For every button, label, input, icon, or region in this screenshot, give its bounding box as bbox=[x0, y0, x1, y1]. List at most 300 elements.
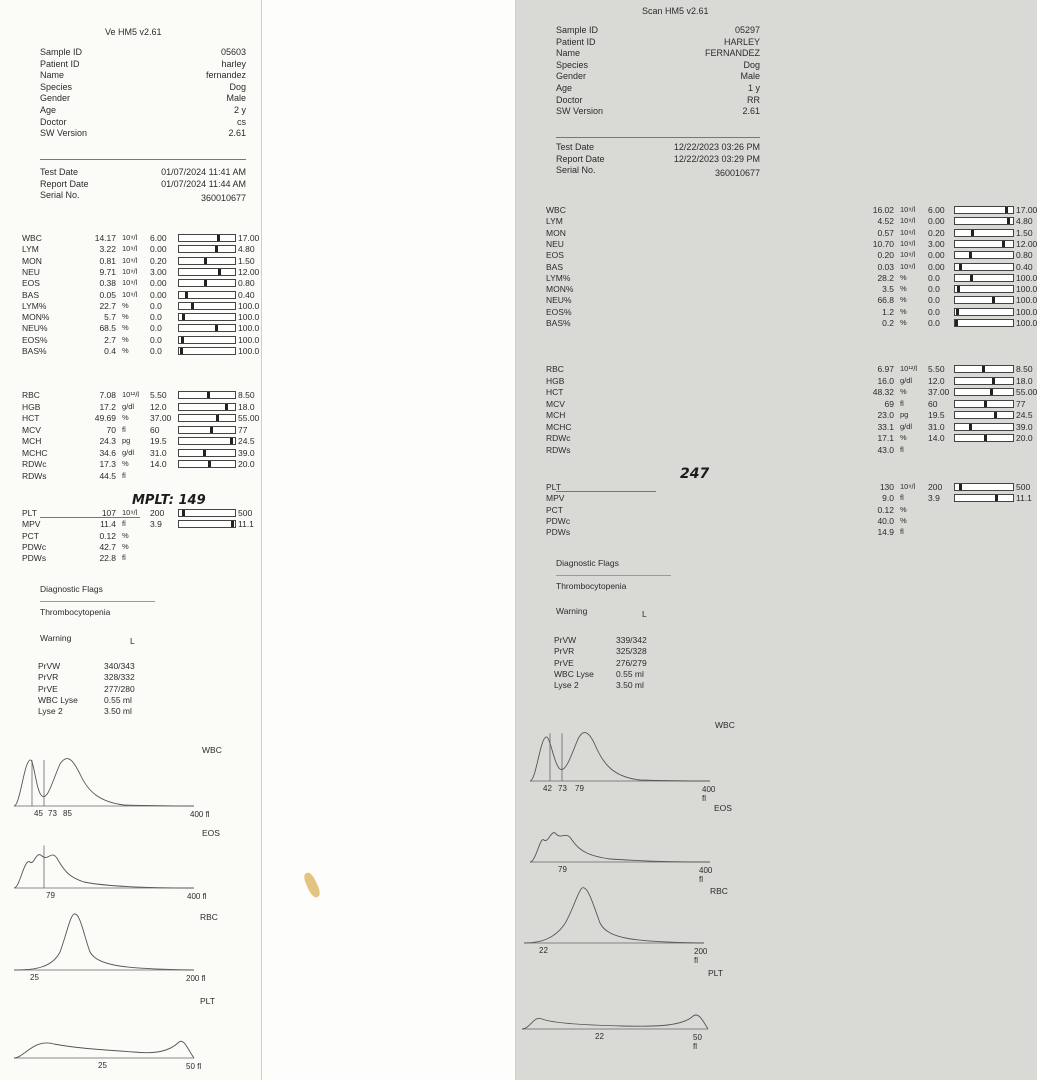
histogram-curve bbox=[14, 1041, 194, 1058]
analyte-value: 69 bbox=[884, 398, 894, 409]
analyte-value: 11.4 bbox=[100, 519, 116, 530]
range-marker bbox=[994, 412, 997, 418]
histogram-tick: 25 bbox=[30, 973, 39, 982]
histogram-curve bbox=[524, 888, 704, 943]
range-bar bbox=[954, 377, 1014, 385]
range-marker bbox=[185, 292, 188, 298]
wbc_rows-row bbox=[22, 233, 258, 245]
analyte-value: 0.12 bbox=[877, 504, 894, 515]
range-high: 77 bbox=[238, 424, 248, 435]
wbc_rows-row bbox=[22, 346, 258, 358]
plt-histogram bbox=[522, 975, 708, 1029]
diagnostic-flags-title: Diagnostic Flags bbox=[556, 558, 619, 568]
extra-value: 325/328 bbox=[616, 646, 647, 657]
analyte-label: BAS bbox=[22, 289, 40, 300]
rbc_rows-row bbox=[22, 448, 258, 460]
range-low: 19.5 bbox=[150, 436, 167, 446]
range-bar bbox=[954, 319, 1014, 327]
wbc_rows-row bbox=[22, 267, 258, 279]
range-bar bbox=[178, 347, 236, 355]
analyte-unit: 10⁹/l bbox=[122, 233, 138, 242]
range-marker bbox=[1002, 241, 1005, 247]
handwritten-note: MPLT: 149 bbox=[132, 493, 206, 508]
info-label: Doctor bbox=[556, 94, 583, 105]
range-low: 200 bbox=[150, 508, 165, 518]
analyte-value: 24.3 bbox=[99, 436, 116, 446]
analyte-value: 6.97 bbox=[877, 364, 894, 374]
info-label: Species bbox=[40, 81, 73, 92]
analyte-label: MCH bbox=[546, 410, 566, 420]
extra-label: WBC Lyse bbox=[38, 694, 78, 705]
histogram-end-label: 200 fl bbox=[186, 974, 206, 983]
diagnostic-flags-title: Diagnostic Flags bbox=[40, 584, 103, 594]
eos-histogram-title: EOS bbox=[202, 828, 220, 838]
eos-histogram bbox=[14, 838, 194, 888]
range-high: 17.00 bbox=[238, 233, 260, 243]
range-high: 12.00 bbox=[238, 266, 260, 277]
warning-label: Warning bbox=[556, 606, 588, 616]
range-bar bbox=[954, 217, 1014, 225]
date-value: 12/22/2023 03:29 PM bbox=[673, 153, 760, 164]
range-high: 0.40 bbox=[238, 289, 255, 300]
range-low: 0.0 bbox=[150, 312, 162, 323]
range-marker bbox=[203, 450, 206, 456]
histogram-tick: 79 bbox=[46, 891, 55, 900]
extra-label: PrVW bbox=[554, 635, 577, 645]
analyte-value: 28.2 bbox=[877, 272, 894, 283]
analyte-unit: % bbox=[900, 272, 907, 282]
info-value: 2.61 bbox=[228, 128, 246, 139]
plt_rows-row bbox=[546, 515, 907, 528]
analyte-value: 3.22 bbox=[99, 244, 116, 255]
rbc_rows-row bbox=[22, 459, 258, 471]
analyte-label: EOS% bbox=[546, 306, 572, 317]
info-label: Name bbox=[40, 70, 65, 81]
info-value: Male bbox=[740, 71, 760, 82]
info-value: RR bbox=[747, 94, 760, 105]
analyte-label: RDWc bbox=[546, 433, 571, 443]
plt_rows-row bbox=[22, 508, 258, 520]
analyte-label: MCHC bbox=[546, 421, 572, 432]
range-bar bbox=[178, 313, 236, 321]
histogram-curve bbox=[530, 733, 710, 781]
info-label: Patient ID bbox=[556, 36, 596, 47]
range-high: 100.0 bbox=[1016, 284, 1037, 295]
range-marker bbox=[204, 258, 207, 264]
analyte-unit: fl bbox=[900, 398, 904, 408]
range-bar bbox=[954, 263, 1014, 271]
analyte-label: RBC bbox=[22, 390, 40, 400]
range-low: 0.00 bbox=[150, 278, 167, 289]
analyte-label: MON bbox=[22, 255, 42, 266]
analyte-label: PDWs bbox=[546, 527, 571, 538]
range-low: 14.0 bbox=[150, 459, 167, 469]
analyte-value: 14.9 bbox=[877, 527, 894, 538]
extra-value: 3.50 ml bbox=[616, 680, 644, 691]
wbc_rows-row bbox=[22, 290, 258, 302]
info-label: Age bbox=[40, 105, 57, 115]
range-marker bbox=[984, 435, 987, 441]
analyte-unit: % bbox=[122, 541, 129, 551]
analyte-unit: fl bbox=[122, 519, 126, 529]
histogram-end-label: 400 fl bbox=[190, 810, 210, 819]
extra-label: PrVW bbox=[38, 661, 61, 671]
analyte-value: 0.57 bbox=[877, 227, 894, 238]
info-value: fernandez bbox=[205, 70, 246, 81]
range-bar bbox=[178, 520, 236, 528]
rbc_rows-row bbox=[546, 387, 1037, 399]
histogram-curve bbox=[14, 759, 194, 806]
device-header: Ve HM5 v2.61 bbox=[105, 27, 162, 37]
analyte-label: PLT bbox=[546, 482, 561, 492]
report-left bbox=[0, 0, 262, 1080]
analyte-value: 9.0 bbox=[882, 493, 894, 504]
range-high: 77 bbox=[1016, 398, 1026, 409]
warning-value: L bbox=[130, 636, 135, 646]
divider bbox=[556, 137, 760, 138]
analyte-unit: 10¹²/l bbox=[900, 364, 918, 373]
wbc_rows-row bbox=[546, 318, 1037, 330]
analyte-unit: 10⁹/l bbox=[122, 244, 138, 254]
analyte-label: BAS% bbox=[22, 346, 47, 356]
analyte-label: HGB bbox=[546, 375, 565, 386]
range-marker bbox=[970, 275, 973, 281]
wbc_rows-row bbox=[546, 250, 1033, 262]
histogram-tick: 22 bbox=[539, 946, 548, 955]
range-bar bbox=[178, 437, 236, 445]
range-bar bbox=[954, 229, 1014, 237]
analyte-label: NEU bbox=[22, 266, 40, 277]
analyte-value: 16.0 bbox=[877, 375, 894, 386]
analyte-value: 10.70 bbox=[872, 238, 894, 249]
date-label: Serial No. bbox=[40, 190, 80, 201]
analyte-unit: 10⁹/l bbox=[900, 261, 916, 271]
range-low: 3.00 bbox=[928, 238, 945, 249]
analyte-unit: g/dl bbox=[900, 375, 913, 385]
plt_rows-row bbox=[546, 482, 1031, 494]
range-high: 18.0 bbox=[238, 401, 255, 412]
range-high: 100.0 bbox=[238, 300, 260, 311]
analyte-unit: 10⁹/l bbox=[122, 278, 138, 288]
analyte-label: BAS bbox=[546, 261, 564, 272]
range-bar bbox=[178, 279, 236, 287]
analyte-unit: 10⁹/l bbox=[900, 205, 916, 214]
wbc_rows-row bbox=[546, 205, 1037, 217]
analyte-label: EOS bbox=[22, 278, 40, 289]
histogram-end-label: 50 fl bbox=[693, 1033, 702, 1051]
info-label: Patient ID bbox=[40, 58, 80, 69]
range-marker bbox=[191, 303, 194, 309]
info-value: Dog bbox=[229, 81, 246, 92]
analyte-unit: % bbox=[900, 515, 907, 525]
rbc_rows-row bbox=[22, 390, 258, 402]
analyte-label: LYM% bbox=[22, 300, 47, 311]
analyte-label: MPV bbox=[22, 519, 41, 530]
range-bar bbox=[954, 308, 1014, 316]
analyte-unit: % bbox=[900, 306, 907, 316]
analyte-value: 44.5 bbox=[99, 470, 116, 481]
extra-label: Lyse 2 bbox=[554, 680, 579, 691]
analyte-value: 22.7 bbox=[99, 300, 116, 311]
range-marker bbox=[1007, 218, 1010, 224]
analyte-value: 9.71 bbox=[99, 266, 116, 277]
warning-label: Warning bbox=[40, 633, 72, 643]
range-low: 0.0 bbox=[150, 346, 162, 356]
range-marker bbox=[182, 314, 185, 320]
wbc-histogram-title: WBC bbox=[715, 720, 735, 730]
range-low: 0.0 bbox=[150, 300, 162, 311]
histogram-end-label: 200 fl bbox=[694, 947, 708, 965]
range-low: 0.00 bbox=[928, 250, 945, 261]
analyte-unit: fl bbox=[122, 553, 126, 563]
range-bar bbox=[178, 336, 236, 344]
range-high: 100.0 bbox=[238, 312, 260, 323]
histogram-tick: 45 bbox=[34, 809, 43, 818]
analyte-value: 17.3 bbox=[99, 459, 116, 469]
info-value: Male bbox=[226, 93, 246, 104]
analyte-label: NEU% bbox=[22, 323, 48, 334]
range-low: 0.00 bbox=[150, 289, 167, 300]
plt_rows-row bbox=[22, 542, 258, 554]
range-high: 12.00 bbox=[1016, 238, 1037, 249]
range-low: 3.00 bbox=[150, 266, 167, 277]
analyte-value: 130 bbox=[879, 482, 894, 492]
range-marker bbox=[956, 309, 959, 315]
eos-histogram-title: EOS bbox=[714, 803, 732, 813]
histogram-end-label: 400 fl bbox=[702, 785, 716, 803]
range-bar bbox=[178, 324, 236, 332]
info-value: 05297 bbox=[734, 25, 760, 35]
range-marker bbox=[990, 389, 993, 395]
plt_rows-row bbox=[22, 531, 258, 543]
analyte-label: PDWc bbox=[546, 515, 571, 526]
analyte-label: HCT bbox=[22, 413, 40, 423]
range-high: 100.0 bbox=[238, 323, 260, 334]
info-value: cs bbox=[237, 116, 246, 127]
range-low: 0.0 bbox=[928, 284, 940, 295]
range-high: 39.0 bbox=[238, 447, 255, 458]
divider bbox=[40, 159, 246, 160]
range-bar bbox=[954, 251, 1014, 259]
range-bar bbox=[178, 509, 236, 517]
histogram-tick: 25 bbox=[98, 1061, 107, 1070]
range-marker bbox=[959, 484, 962, 490]
info-value: FERNANDEZ bbox=[704, 48, 760, 59]
range-low: 14.0 bbox=[928, 433, 945, 443]
wbc_rows-row bbox=[22, 335, 258, 347]
analyte-value: 4.52 bbox=[877, 216, 894, 227]
range-bar bbox=[954, 206, 1014, 214]
range-marker bbox=[982, 366, 985, 372]
range-high: 4.80 bbox=[238, 244, 255, 255]
analyte-unit: 10⁹/l bbox=[122, 266, 138, 276]
info-value: 2 y bbox=[233, 105, 246, 115]
analyte-label: PCT bbox=[22, 530, 39, 541]
diagnostic-flag: Thrombocytopenia bbox=[556, 581, 627, 591]
analyte-unit: 10⁹/l bbox=[900, 238, 916, 248]
range-bar bbox=[178, 391, 236, 399]
range-low: 37.00 bbox=[150, 413, 172, 423]
info-label: Gender bbox=[556, 71, 587, 82]
rbc_rows-row bbox=[22, 413, 258, 425]
analyte-value: 0.38 bbox=[99, 278, 116, 289]
wbc-histogram bbox=[530, 725, 710, 781]
histogram-end-label: 50 fl bbox=[186, 1062, 202, 1071]
range-marker bbox=[230, 438, 233, 444]
analyte-label: BAS% bbox=[546, 318, 571, 328]
analyte-value: 0.05 bbox=[99, 289, 116, 300]
rbc-histogram-title: RBC bbox=[200, 912, 218, 922]
range-bar bbox=[178, 234, 236, 242]
rbc_rows-row bbox=[546, 364, 1033, 376]
range-high: 20.0 bbox=[1016, 433, 1033, 443]
rbc_rows-row bbox=[22, 402, 258, 414]
range-low: 0.0 bbox=[150, 334, 162, 345]
info-label: Gender bbox=[40, 93, 71, 104]
range-low: 6.00 bbox=[150, 233, 167, 243]
rbc-histogram bbox=[524, 885, 704, 943]
range-low: 60 bbox=[928, 398, 938, 409]
analyte-label: MCV bbox=[546, 398, 565, 409]
analyte-unit: % bbox=[122, 323, 129, 333]
range-high: 55.00 bbox=[238, 413, 260, 423]
analyte-unit: g/dl bbox=[900, 421, 913, 431]
analyte-unit: fl bbox=[900, 493, 904, 503]
plt_rows-row bbox=[546, 493, 1032, 505]
analyte-value: 0.2 bbox=[882, 318, 894, 328]
date-value: 360010677 bbox=[200, 193, 246, 204]
analyte-value: 66.8 bbox=[877, 295, 894, 306]
analyte-value: 0.81 bbox=[99, 255, 116, 266]
wbc_rows-row bbox=[546, 284, 1037, 296]
analyte-label: WBC bbox=[546, 205, 566, 215]
range-bar bbox=[954, 365, 1014, 373]
info-label: Doctor bbox=[40, 116, 67, 127]
range-marker bbox=[218, 269, 221, 275]
range-bar bbox=[178, 257, 236, 265]
date-label: Report Date bbox=[40, 178, 89, 189]
diag-divider bbox=[556, 575, 671, 576]
wbc_rows-row bbox=[22, 256, 258, 268]
analyte-value: 14.17 bbox=[94, 233, 116, 243]
extra-label: PrVR bbox=[38, 672, 59, 683]
histogram-curve bbox=[530, 833, 710, 862]
analyte-unit: fl bbox=[122, 424, 126, 434]
date-label: Test Date bbox=[556, 142, 595, 152]
extra-label: PrVR bbox=[554, 646, 575, 657]
range-high: 8.50 bbox=[1016, 364, 1033, 374]
range-low: 60 bbox=[150, 424, 160, 435]
range-low: 0.20 bbox=[150, 255, 167, 266]
extra-label: PrVE bbox=[554, 657, 574, 668]
info-label: Sample ID bbox=[40, 47, 83, 57]
histogram-tick: 79 bbox=[558, 865, 567, 874]
range-marker bbox=[182, 510, 185, 516]
range-bar bbox=[178, 245, 236, 253]
range-low: 3.9 bbox=[150, 519, 162, 530]
analyte-value: 23.0 bbox=[877, 410, 894, 420]
analyte-label: NEU% bbox=[546, 295, 572, 306]
analyte-value: 43.0 bbox=[877, 444, 894, 455]
range-bar bbox=[954, 240, 1014, 248]
date-value: 12/22/2023 03:26 PM bbox=[673, 142, 760, 152]
analyte-unit: g/dl bbox=[122, 447, 135, 457]
range-bar bbox=[954, 388, 1014, 396]
date-value: 01/07/2024 11:44 AM bbox=[161, 178, 246, 189]
analyte-label: PLT bbox=[22, 508, 37, 518]
range-marker bbox=[216, 415, 219, 421]
range-marker bbox=[959, 264, 962, 270]
range-bar bbox=[954, 483, 1014, 491]
range-marker bbox=[215, 246, 218, 252]
analyte-label: PDWc bbox=[22, 541, 47, 552]
analyte-value: 49.69 bbox=[94, 413, 116, 423]
analyte-unit: % bbox=[900, 295, 907, 305]
range-marker bbox=[969, 252, 972, 258]
rbc-histogram-title: RBC bbox=[710, 886, 728, 896]
analyte-label: LYM bbox=[22, 244, 39, 255]
analyte-label: MCH bbox=[22, 436, 42, 446]
analyte-unit: 10⁹/l bbox=[122, 508, 138, 517]
analyte-unit: 10⁹/l bbox=[900, 227, 916, 237]
range-bar bbox=[954, 423, 1014, 431]
date-label: Test Date bbox=[40, 167, 79, 177]
range-high: 100.0 bbox=[1016, 318, 1037, 328]
analyte-label: MON% bbox=[22, 312, 50, 323]
device-header: Scan HM5 v2.61 bbox=[642, 6, 709, 16]
range-low: 12.0 bbox=[928, 375, 945, 386]
analyte-label: MPV bbox=[546, 493, 565, 504]
range-low: 0.0 bbox=[928, 295, 940, 306]
histogram-end-label: 400 fl bbox=[699, 866, 713, 884]
range-high: 24.5 bbox=[238, 436, 255, 446]
range-bar bbox=[178, 291, 236, 299]
range-high: 17.00 bbox=[1016, 205, 1037, 215]
histogram-curve bbox=[14, 855, 194, 888]
analyte-value: 34.6 bbox=[99, 447, 116, 458]
rbc_rows-row bbox=[22, 436, 258, 448]
analyte-value: 0.03 bbox=[877, 261, 894, 272]
analyte-value: 2.7 bbox=[104, 334, 116, 345]
range-bar bbox=[178, 268, 236, 276]
range-bar bbox=[954, 274, 1014, 282]
analyte-unit: % bbox=[122, 312, 129, 322]
range-low: 3.9 bbox=[928, 493, 940, 504]
rbc_rows-row bbox=[546, 410, 1033, 422]
date-value: 360010677 bbox=[714, 168, 760, 179]
analyte-label: EOS bbox=[546, 250, 564, 261]
range-bar bbox=[954, 411, 1014, 419]
analyte-unit: 10⁹/l bbox=[122, 289, 138, 299]
range-marker bbox=[955, 320, 958, 326]
wbc-histogram bbox=[14, 752, 194, 806]
analyte-value: 0.12 bbox=[99, 530, 116, 541]
range-bar bbox=[178, 460, 236, 468]
info-label: Species bbox=[556, 59, 589, 70]
info-label: SW Version bbox=[556, 106, 604, 117]
analyte-unit: fl bbox=[900, 444, 904, 454]
range-high: 100.0 bbox=[238, 346, 260, 356]
eos-histogram bbox=[530, 810, 710, 862]
range-marker bbox=[231, 521, 234, 527]
range-high: 39.0 bbox=[1016, 421, 1033, 432]
analyte-value: 17.1 bbox=[877, 433, 894, 443]
histogram-tick: 85 bbox=[63, 809, 72, 818]
info-value: 05603 bbox=[220, 47, 246, 57]
analyte-unit: % bbox=[122, 346, 129, 355]
analyte-value: 3.5 bbox=[882, 284, 894, 295]
info-value: harley bbox=[221, 58, 246, 69]
